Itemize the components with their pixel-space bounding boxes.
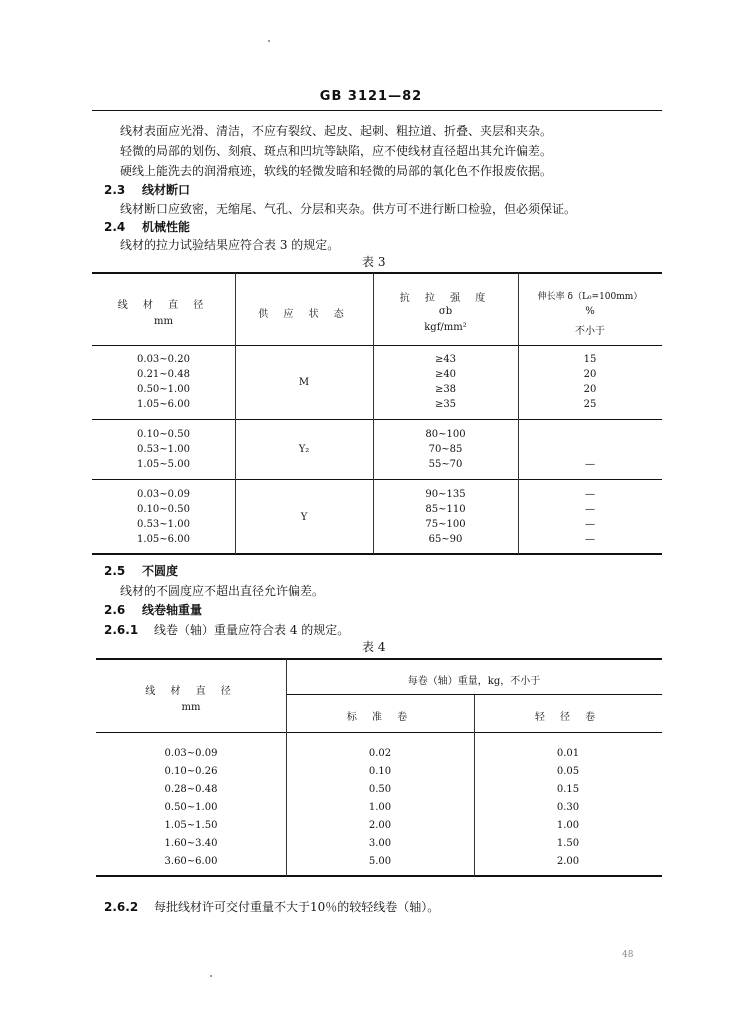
table3-row-strength: 80~100: [425, 429, 466, 440]
table3-row-diameter: 0.50~1.00: [137, 384, 190, 395]
table4-row-diameter: 0.28~0.48: [164, 784, 218, 795]
table4-row-diameter: 0.03~0.09: [164, 748, 218, 759]
section-2-4-text: 线材的拉力试验结果应符合表 3 的规定。: [120, 238, 340, 252]
table4-caption: 表 4: [362, 640, 386, 654]
intro-line-3: 硬线上能洗去的润滑痕迹，软线的轻微发暗和轻微的局部的氧化色不作报废依据。: [120, 164, 553, 178]
table3-group-state: Y: [300, 512, 308, 523]
section-2-6-1: [104, 621, 349, 638]
section-title: 线材断口: [142, 183, 191, 197]
section-2-4-heading: [104, 218, 190, 235]
table4-row-standard: 0.50: [368, 784, 392, 795]
header-rule: [92, 110, 662, 111]
standard-header: GB 3121—82: [319, 89, 423, 104]
table3-row-elongation: 20: [583, 384, 597, 395]
section-number: 2.6.1: [104, 623, 139, 637]
table3-row-elongation: 20: [583, 369, 597, 380]
table3-row-strength: 55~70: [428, 459, 463, 470]
table3-row-elongation: —: [585, 459, 595, 470]
section-2-5-heading: [104, 562, 178, 579]
section-title: 机械性能: [142, 220, 191, 234]
table3-row-strength: ≥43: [434, 354, 457, 365]
section-number: 2.3: [104, 183, 126, 197]
intro-line-1: 线材表面应光滑、清洁，不应有裂纹、起皮、起刺、粗拉道、折叠、夹层和夹杂。: [120, 124, 553, 138]
table3-header-strength-unit: kgf/mm²: [424, 322, 467, 333]
table4-row-diameter: 0.50~1.00: [164, 802, 218, 813]
table3-row-elongation: —: [585, 519, 595, 530]
section-text: 每批线材许可交付重量不大于10％的较轻线卷（轴）。: [154, 900, 440, 914]
table3-row-strength: ≥35: [434, 399, 457, 410]
table3-row-strength: 65~90: [428, 534, 463, 545]
table3-row-elongation: 15: [583, 354, 597, 365]
section-2-5-text: 线材的不圆度应不超出直径允许偏差。: [120, 584, 325, 598]
table3-row-diameter: 1.05~5.00: [137, 459, 190, 470]
table3-row-elongation: 25: [583, 399, 597, 410]
table3-group-state: Y₂: [298, 444, 310, 455]
table3-row-diameter: 0.53~1.00: [137, 444, 190, 455]
table3-row-elongation: —: [585, 489, 595, 500]
table3-header-elongation: 伸长率 δ（L₀=100mm）: [537, 292, 643, 302]
table3-row-strength: 75~100: [425, 519, 466, 530]
table3-row-diameter: 0.10~0.50: [137, 429, 190, 440]
table4-bottom-rule: [96, 875, 662, 877]
table4-header-weight-group: 每卷（轴）重量，kg，不小于: [407, 676, 541, 687]
table3-row-diameter: 0.10~0.50: [137, 504, 190, 515]
section-number: 2.5: [104, 564, 126, 578]
table4-header-diameter-unit: mm: [181, 702, 201, 713]
section-number: 2.6.2: [104, 900, 139, 914]
table4-header-rule: [96, 732, 662, 733]
table4-header-diameter: 线 材 直 径: [145, 686, 237, 697]
table4-top-rule: [96, 658, 662, 660]
table4-row-standard: 3.00: [368, 838, 392, 849]
section-2-6-heading: [104, 601, 202, 618]
page-number: 48: [622, 950, 634, 960]
table4-row-standard: 1.00: [368, 802, 392, 813]
table4-row-diameter: 1.60~3.40: [164, 838, 218, 849]
table4-row-standard: 5.00: [368, 856, 392, 867]
table3-header-elongation-unit: %: [585, 306, 595, 317]
table3-row-diameter: 0.21~0.48: [137, 369, 190, 380]
section-number: 2.6: [104, 603, 126, 617]
table3-header-diameter-unit: mm: [154, 316, 173, 327]
table3-row-diameter: 0.03~0.20: [137, 354, 190, 365]
section-title: 不圆度: [142, 564, 179, 578]
table3-group-state: M: [298, 377, 310, 388]
table3-row-strength: 85~110: [425, 504, 466, 515]
table3-row-diameter: 0.53~1.00: [137, 519, 190, 530]
table3-header-elongation-note: 不小于: [575, 326, 605, 337]
section-2-3-heading: [104, 181, 190, 198]
section-number: 2.4: [104, 220, 126, 234]
table3-row-elongation: —: [585, 504, 595, 515]
table4-header-standard-coil: 标 准 卷: [346, 712, 414, 723]
section-title: 线卷轴重量: [142, 603, 203, 617]
table3-caption: 表 3: [362, 255, 386, 269]
table3-header-diameter: 线 材 直 径: [117, 300, 210, 311]
section-text: 线卷（轴）重量应符合表 4 的规定。: [154, 623, 350, 637]
scan-speck: [210, 975, 212, 977]
table3-group-rule: [92, 479, 662, 480]
table3-header-strength: 抗 拉 强 度: [399, 293, 492, 304]
table4-row-diameter: 3.60~6.00: [164, 856, 218, 867]
table4-row-standard: 0.10: [368, 766, 392, 777]
table4-row-light: 0.15: [556, 784, 580, 795]
table3-row-diameter: 1.05~6.00: [137, 399, 190, 410]
table4-row-light: 1.50: [556, 838, 580, 849]
table4-row-light: 0.05: [556, 766, 580, 777]
table4-row-light: 1.00: [556, 820, 580, 831]
table4-header-light-coil: 轻 径 卷: [534, 712, 602, 723]
table4-row-standard: 2.00: [368, 820, 392, 831]
table3-row-diameter: 0.03~0.09: [137, 489, 190, 500]
table4-row-light: 2.00: [556, 856, 580, 867]
table3-header-state: 供 应 状 态: [258, 309, 350, 320]
table3-top-rule: [92, 272, 662, 274]
table3-group-rule: [92, 419, 662, 420]
table4-row-standard: 0.02: [368, 748, 392, 759]
table3-row-strength: ≥40: [434, 369, 457, 380]
scan-speck: [268, 40, 270, 42]
table4-row-diameter: 0.10~0.26: [164, 766, 218, 777]
table3-bottom-rule: [92, 553, 662, 555]
table3-row-strength: ≥38: [434, 384, 457, 395]
table4-row-light: 0.01: [556, 748, 580, 759]
intro-line-2: 轻微的局部的划伤、刻痕、斑点和凹坑等缺陷，应不使线材直径超出其允许偏差。: [120, 144, 553, 158]
section-2-3-text: 线材断口应致密，无缩尾、气孔、分层和夹杂。供方可不进行断口检验，但必须保证。: [120, 202, 577, 216]
table4-row-diameter: 1.05~1.50: [164, 820, 218, 831]
table3-row-strength: 90~135: [425, 489, 466, 500]
table3-row-strength: 70~85: [428, 444, 463, 455]
section-2-6-2: [104, 898, 439, 915]
table3-header-rule: [92, 345, 662, 346]
table3-row-diameter: 1.05~6.00: [137, 534, 190, 545]
table3-header-strength-symbol: σb: [438, 306, 453, 317]
table3-row-elongation: —: [585, 534, 595, 545]
table4-row-light: 0.30: [556, 802, 580, 813]
